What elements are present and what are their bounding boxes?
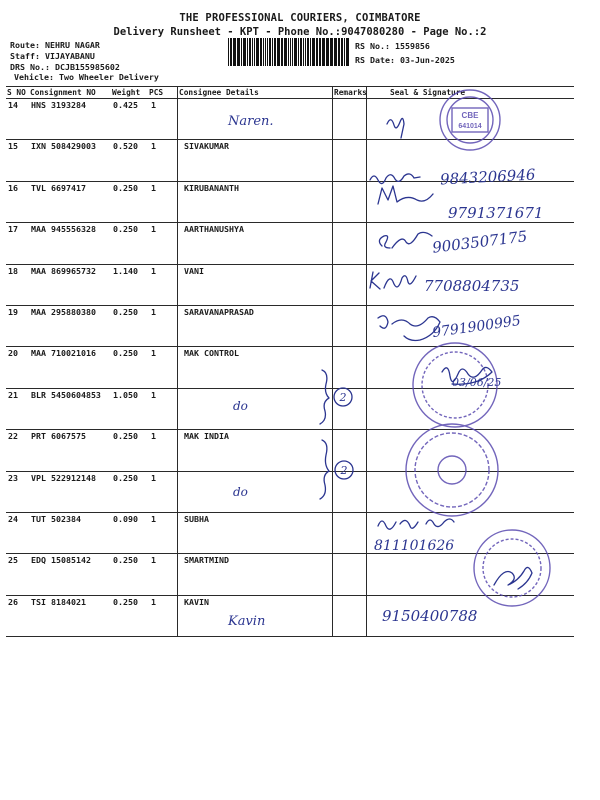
company-title: THE PROFESSIONAL COURIERS, COIMBATORE: [179, 12, 421, 24]
table-row: [6, 389, 574, 430]
handwritten-phone-row26: 9150400788: [382, 607, 478, 625]
sno-cell: 21: [8, 389, 18, 400]
table-row: [6, 472, 574, 513]
weight-cell: 0.250: [113, 307, 138, 317]
rs-date-label: RS Date: 03-Jun-2025: [355, 55, 455, 65]
handwritten-phone-row18: 7708804735: [424, 277, 520, 295]
drs-number-label: DRS No.: DCJB155985602: [10, 62, 120, 72]
column-header-remarks: Remarks: [334, 88, 367, 97]
weight-cell: 1.140: [113, 265, 138, 276]
sno-cell: 15: [8, 141, 18, 152]
pieces-cell: 1: [151, 307, 156, 317]
handwritten-phone-row17: 9003507175: [431, 227, 529, 257]
handwritten-phone-row19: 9791900995: [431, 312, 522, 342]
weight-cell: 0.250: [113, 472, 138, 483]
handwritten-ditto-row23: do: [233, 485, 248, 499]
consignment-number-cell: BLR 5450604853: [31, 389, 101, 400]
sno-cell: 26: [8, 596, 18, 607]
handwritten-ditto-row21: do: [233, 399, 248, 413]
weight-cell: 1.050: [113, 389, 138, 400]
weight-cell: 0.250: [113, 182, 138, 193]
weight-cell: 0.250: [113, 596, 138, 607]
consignee-cell: AARTHANUSHYA: [184, 224, 244, 235]
column-header-weight: Weight: [112, 88, 141, 97]
handwritten-phone-row16b: 9791371671: [448, 204, 544, 222]
pieces-cell: 1: [151, 431, 156, 442]
route-label: Route: NEHRU NAGAR: [10, 40, 100, 50]
consignment-number-cell: TVL 6697417: [31, 182, 86, 193]
consignee-cell: KIRUBANANTH: [184, 182, 239, 193]
pieces-cell: 1: [151, 182, 156, 193]
sno-cell: 17: [8, 224, 18, 235]
consignee-cell: MAK INDIA: [184, 431, 229, 442]
table-row: [6, 430, 574, 471]
weight-cell: 0.520: [113, 141, 138, 152]
consignment-number-cell: MAA 710021016: [31, 348, 96, 359]
table-row: [6, 554, 574, 595]
pieces-cell: 1: [151, 100, 156, 110]
consignment-number-cell: MAA 945556328: [31, 224, 96, 235]
sno-cell: 19: [8, 307, 18, 317]
weight-cell: 0.250: [113, 431, 138, 442]
consignee-cell: SIVAKUMAR: [184, 141, 229, 152]
handwritten-phone-row16a: 9843206946: [439, 165, 536, 189]
pieces-cell: 1: [151, 389, 156, 400]
table-row: [6, 513, 574, 554]
pieces-cell: 1: [151, 224, 156, 235]
sno-cell: 24: [8, 514, 18, 524]
consignment-number-cell: MAA 869965732: [31, 265, 96, 276]
sno-cell: 16: [8, 182, 18, 193]
consignment-number-cell: PRT 6067575: [31, 431, 86, 442]
pieces-cell: 1: [151, 555, 156, 566]
staff-label: Staff: VIJAYABANU: [10, 51, 95, 61]
circle-mark-text-row23: 2: [340, 464, 348, 477]
stamp-text-line1: CBE: [461, 111, 479, 120]
handwritten-date-row20: 03/06/25: [452, 376, 502, 389]
consignment-number-cell: VPL 522912148: [31, 472, 96, 483]
handwritten-consignee-row14: Naren.: [228, 114, 274, 129]
consignee-cell: VANI: [184, 265, 204, 276]
weight-cell: 0.250: [113, 224, 138, 235]
consignee-cell: SMARTMIND: [184, 555, 229, 566]
consignment-number-cell: TUT 502384: [31, 514, 81, 524]
pieces-cell: 1: [151, 348, 156, 359]
consignee-cell: SUBHA: [184, 514, 209, 524]
sno-cell: 14: [8, 100, 18, 110]
consignment-number-cell: IXN 508429003: [31, 141, 96, 152]
weight-cell: 0.250: [113, 348, 138, 359]
consignment-number-cell: TSI 8184021: [31, 596, 86, 607]
pieces-cell: 1: [151, 472, 156, 483]
consignee-cell: MAK CONTROL: [184, 348, 239, 359]
column-header-sno: S NO: [7, 88, 26, 97]
weight-cell: 0.090: [113, 514, 138, 524]
pieces-cell: 1: [151, 596, 156, 607]
sno-cell: 20: [8, 348, 18, 359]
sno-cell: 18: [8, 265, 18, 276]
column-header-pcs: PCS: [149, 88, 164, 97]
sno-cell: 25: [8, 555, 18, 566]
consignment-number-cell: HNS 3193284: [31, 100, 86, 110]
consignment-number-cell: EDQ 15085142: [31, 555, 91, 566]
circle-mark-text-row21: 2: [339, 391, 347, 404]
pieces-cell: 1: [151, 514, 156, 524]
column-header-signature: Seal & Signature: [390, 88, 466, 97]
sno-cell: 22: [8, 431, 18, 442]
table-row: [6, 99, 574, 140]
weight-cell: 0.250: [113, 555, 138, 566]
stamp-text-line2: 641014: [458, 123, 482, 130]
consignee-cell: KAVIN: [184, 596, 209, 607]
handwritten-consignee-row26: Kavin: [228, 614, 266, 629]
consignee-cell: SARAVANAPRASAD: [184, 307, 254, 317]
pieces-cell: 1: [151, 141, 156, 152]
table-row: [6, 596, 574, 637]
runsheet-subtitle: Delivery Runsheet - KPT - Phone No.:9047080280 - Page No.:2: [113, 26, 487, 38]
column-header-consignment: Consignment NO: [30, 88, 96, 97]
rs-number-label: RS No.: 1559856: [355, 41, 430, 51]
weight-cell: 0.425: [113, 100, 138, 110]
column-header-consignee: Consignee Details: [179, 88, 259, 97]
handwritten-phone-row24: 811101626: [374, 538, 455, 554]
pieces-cell: 1: [151, 265, 156, 276]
vehicle-label: Vehicle: Two Wheeler Delivery: [14, 72, 159, 82]
consignment-number-cell: MAA 295880380: [31, 307, 96, 317]
sno-cell: 23: [8, 472, 18, 483]
